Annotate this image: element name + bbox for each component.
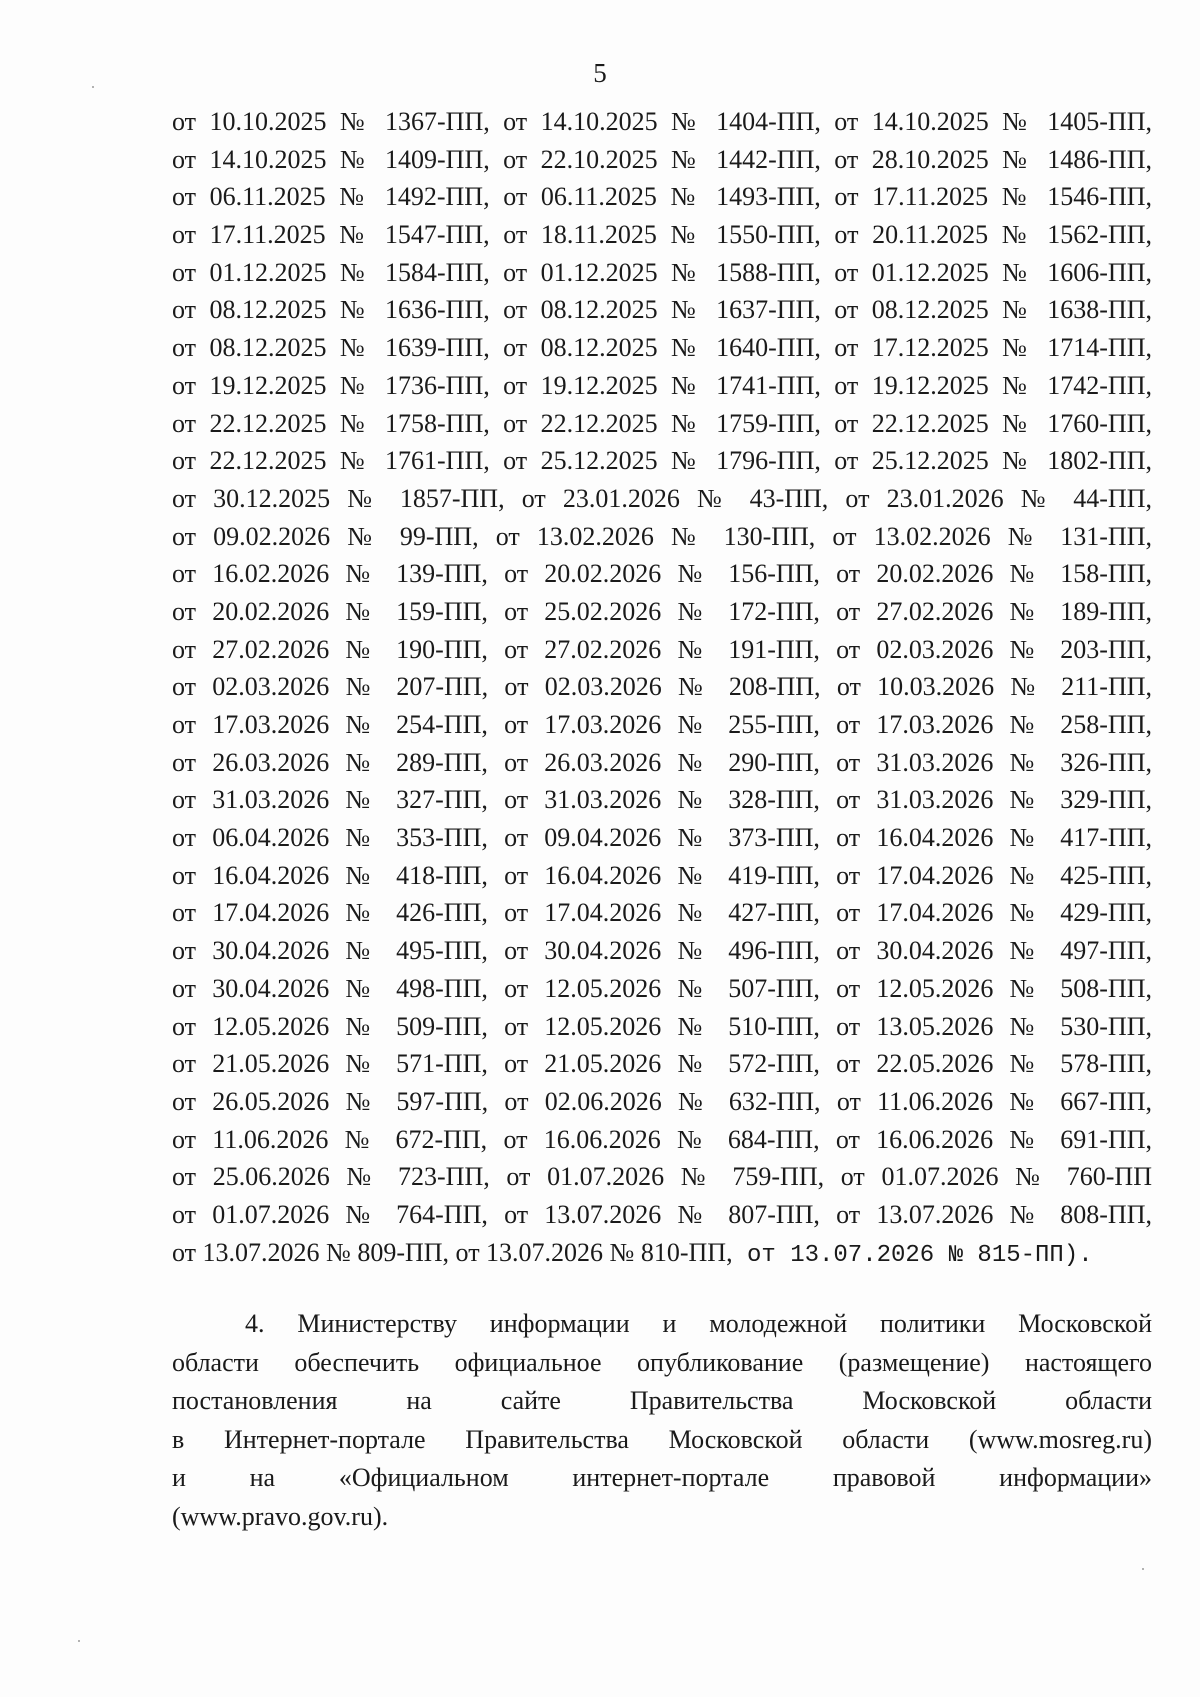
paragraph-line: 4. Министерству информации и молодежной политики Московской xyxy=(245,1309,1152,1338)
paragraph-line: (www.pravo.gov.ru). xyxy=(172,1501,389,1531)
paragraph-4 xyxy=(172,1305,1152,1537)
list-line: от 26.03.2026 № 289-ПП, от 26.03.2026 № 290-ПП, от 31.03.2026 № 326-ПП, xyxy=(172,747,1152,777)
list-line: от 01.07.2026 № 764-ПП, от 13.07.2026 № 807-ПП, от 13.07.2026 № 808-ПП, xyxy=(172,1199,1152,1229)
list-line: от 01.12.2025 № 1584-ПП, от 01.12.2025 № 1588-ПП, от 01.12.2025 № 1606-ПП, xyxy=(172,257,1152,287)
scan-speck xyxy=(78,1640,80,1642)
list-line: от 22.12.2025 № 1758-ПП, от 22.12.2025 № 1759-ПП, от 22.12.2025 № 1760-ПП, xyxy=(172,408,1152,438)
list-line: от 14.10.2025 № 1409-ПП, от 22.10.2025 № 1442-ПП, от 28.10.2025 № 1486-ПП, xyxy=(172,144,1152,174)
list-line: от 02.03.2026 № 207-ПП, от 02.03.2026 № 208-ПП, от 10.03.2026 № 211-ПП, xyxy=(172,672,1152,702)
list-line: от 27.02.2026 № 190-ПП, от 27.02.2026 № 191-ПП, от 02.03.2026 № 203-ПП, xyxy=(172,634,1152,664)
list-line: от 16.04.2026 № 418-ПП, от 16.04.2026 № 419-ПП, от 17.04.2026 № 425-ПП, xyxy=(172,860,1152,890)
list-line: от 25.06.2026 № 723-ПП, от 01.07.2026 № 759-ПП, от 01.07.2026 № 760-ПП xyxy=(172,1162,1152,1192)
list-line: от 12.05.2026 № 509-ПП, от 12.05.2026 № 510-ПП, от 13.05.2026 № 530-ПП, xyxy=(172,1011,1152,1041)
scan-speck xyxy=(1142,1568,1144,1570)
paragraph-line: в Интернет-портале Правительства Московской области (www.mosreg.ru) xyxy=(172,1424,1152,1454)
list-last-line-typed: от 13.07.2026 № 815-ПП). xyxy=(732,1241,1093,1269)
list-line: от 09.02.2026 № 99-ПП, от 13.02.2026 № 130-ПП, от 13.02.2026 № 131-ПП, xyxy=(172,521,1152,551)
list-line: от 06.11.2025 № 1492-ПП, от 06.11.2025 № 1493-ПП, от 17.11.2025 № 1546-ПП, xyxy=(172,182,1152,212)
list-line: от 26.05.2026 № 597-ПП, от 02.06.2026 № 632-ПП, от 11.06.2026 № 667-ПП, xyxy=(172,1086,1152,1116)
scan-speck xyxy=(92,86,94,88)
list-line: от 17.11.2025 № 1547-ПП, от 18.11.2025 № 1550-ПП, от 20.11.2025 № 1562-ПП, xyxy=(172,220,1152,250)
resolution-list xyxy=(172,103,1152,1271)
list-line: от 08.12.2025 № 1639-ПП, от 08.12.2025 № 1640-ПП, от 17.12.2025 № 1714-ПП, xyxy=(172,333,1152,363)
list-line: от 21.05.2026 № 571-ПП, от 21.05.2026 № 572-ПП, от 22.05.2026 № 578-ПП, xyxy=(172,1049,1152,1079)
list-line: от 30.04.2026 № 495-ПП, от 30.04.2026 № 496-ПП, от 30.04.2026 № 497-ПП, xyxy=(172,936,1152,966)
list-line: от 08.12.2025 № 1636-ПП, от 08.12.2025 № 1637-ПП, от 08.12.2025 № 1638-ПП, xyxy=(172,295,1152,325)
list-line: от 17.04.2026 № 426-ПП, от 17.04.2026 № 427-ПП, от 17.04.2026 № 429-ПП, xyxy=(172,898,1152,928)
list-line: от 19.12.2025 № 1736-ПП, от 19.12.2025 № 1741-ПП, от 19.12.2025 № 1742-ПП, xyxy=(172,370,1152,400)
list-last-line-printed: от 13.07.2026 № 809-ПП, от 13.07.2026 № 810-ПП, xyxy=(172,1237,733,1267)
list-line: от 20.02.2026 № 159-ПП, от 25.02.2026 № 172-ПП, от 27.02.2026 № 189-ПП, xyxy=(172,596,1152,626)
list-last-line xyxy=(172,1234,1152,1272)
list-line: от 16.02.2026 № 139-ПП, от 20.02.2026 № 156-ПП, от 20.02.2026 № 158-ПП, xyxy=(172,559,1152,589)
list-line: от 06.04.2026 № 353-ПП, от 09.04.2026 № 373-ПП, от 16.04.2026 № 417-ПП, xyxy=(172,823,1152,853)
list-line: от 30.12.2025 № 1857-ПП, от 23.01.2026 № 43-ПП, от 23.01.2026 № 44-ПП, xyxy=(172,483,1152,513)
page-number: 5 xyxy=(593,58,607,88)
list-line: от 11.06.2026 № 672-ПП, от 16.06.2026 № 684-ПП, от 16.06.2026 № 691-ПП, xyxy=(172,1124,1152,1154)
list-line: от 30.04.2026 № 498-ПП, от 12.05.2026 № 507-ПП, от 12.05.2026 № 508-ПП, xyxy=(172,973,1152,1003)
paragraph-line: области обеспечить официальное опубликование (размещение) настоящего xyxy=(172,1347,1152,1377)
list-line: от 10.10.2025 № 1367-ПП, от 14.10.2025 № 1404-ПП, от 14.10.2025 № 1405-ПП, xyxy=(172,107,1152,136)
paragraph-line: и на «Официальном интернет-портале правовой информации» xyxy=(172,1463,1152,1493)
list-line: от 17.03.2026 № 254-ПП, от 17.03.2026 № 255-ПП, от 17.03.2026 № 258-ПП, xyxy=(172,710,1152,739)
list-line: от 22.12.2025 № 1761-ПП, от 25.12.2025 № 1796-ПП, от 25.12.2025 № 1802-ПП, xyxy=(172,446,1152,476)
list-line: от 31.03.2026 № 327-ПП, от 31.03.2026 № 328-ПП, от 31.03.2026 № 329-ПП, xyxy=(172,785,1152,815)
paragraph-line: постановления на сайте Правительства Московской области xyxy=(172,1386,1152,1416)
